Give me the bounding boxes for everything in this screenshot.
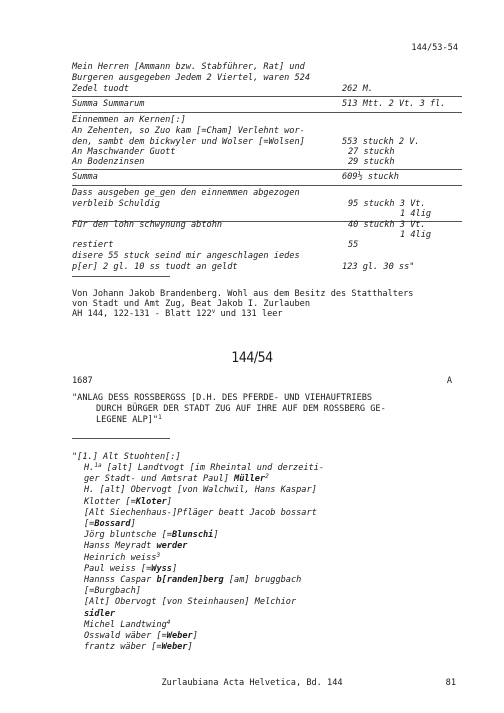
row-amount: 553 stuckh 2 V.	[342, 137, 420, 147]
row-divider	[72, 112, 462, 113]
row-text: Einnemmen an Kernen[:]	[72, 115, 186, 125]
list-item	[84, 586, 141, 596]
row-amount: 513 Mtt. 2 Vt. 3 fl.	[342, 99, 446, 109]
page-number: 81	[445, 678, 456, 688]
row-amount: 40 stuckh 3 Vt.	[348, 220, 426, 230]
list-heading: "[1.] Alt Stuohten[:]	[72, 452, 181, 462]
list-item-text: Michel Landtwing	[84, 620, 167, 630]
title-line-text: LEGENE ALP]"	[96, 415, 159, 425]
surname: Blunschi	[171, 530, 214, 540]
surname: b[randen]berg	[156, 575, 224, 585]
journal-footer: Zurlaubiana Acta Helvetica, Bd. 144	[161, 678, 343, 688]
row-divider	[72, 169, 462, 170]
list-item	[84, 463, 324, 473]
footnote-ref: 1a	[94, 462, 102, 469]
surname: Weber	[166, 631, 193, 641]
title-line: DURCH BÜRGER DER STADT ZUG AUF IHRE AUF DEM ROSSBERG GE-	[96, 404, 386, 414]
surname: Kloter	[135, 497, 167, 507]
row-amount: 1 4lig	[400, 230, 432, 240]
list-item-text: ]	[166, 497, 172, 507]
list-item	[84, 609, 115, 619]
surname: Bossard	[94, 519, 131, 529]
row-text: Für den lohn schwynung abtohn	[72, 220, 223, 230]
list-item	[84, 564, 177, 574]
document-number: 144/54	[231, 350, 273, 366]
row-amount: 55	[348, 240, 359, 250]
footnote-ref: 2	[265, 473, 269, 480]
list-item	[84, 553, 160, 563]
list-item-text: Hanss Meyradt	[84, 541, 157, 551]
verso-mark: v	[211, 308, 216, 315]
row-amount: 29 stuckh	[348, 157, 395, 167]
list-item-text: H. [alt] Obervogt [von Walchwil, Hans Kaspar]	[84, 485, 317, 495]
archive-ref-tail: und 131 leer	[215, 309, 283, 319]
list-item-text: [=Burgbach]	[84, 586, 141, 596]
list-item-text: ]	[213, 530, 219, 540]
source-line: von Stadt und Amt Zug, Beat Jakob I. Zurlauben	[72, 299, 310, 309]
row-text: Mein Herren [Ammann bzw. Stabführer, Rat] und	[72, 62, 305, 72]
row-text: An Zehenten, so Zuo kam [=Cham] Verlehnt wor-	[72, 126, 305, 136]
separator-rule	[72, 438, 170, 439]
row-text: Summa	[72, 172, 98, 182]
list-item-text: Jörg bluntsche [=	[84, 530, 172, 540]
list-item-text: Klotter [=	[84, 497, 136, 507]
page-reference: 144/53-54	[411, 43, 458, 53]
row-divider	[72, 96, 462, 97]
row-amount: 1 4lig	[400, 209, 432, 219]
footnote-ref: 1	[158, 414, 162, 421]
list-item-text: ]	[187, 642, 193, 652]
footnote-ref: 3	[156, 552, 161, 559]
list-item	[84, 620, 170, 630]
title-line: "ANLAG DESS ROSSBERGSS [D.H. DES PFERDE- UND VIEHAUFTRIEBS	[72, 393, 373, 403]
surname: werder	[156, 541, 188, 551]
list-item-text: H.	[84, 463, 95, 473]
list-item	[84, 508, 317, 518]
list-item	[84, 631, 198, 641]
surname: Müller	[234, 474, 266, 484]
list-item-text: ]	[171, 564, 178, 574]
row-text: disere 55 stuck seind mir angeschlagen iedes	[72, 251, 300, 261]
row-text: An Bodenzinsen	[72, 157, 145, 167]
list-item	[84, 497, 172, 507]
footnote-separator	[72, 276, 170, 277]
list-item-text: [Alt Siechenhaus-]Pfläger beatt Jacob bossart	[84, 508, 317, 518]
row-text: p[er] 2 gl. 10 ss tuodt an geldt	[72, 262, 238, 272]
list-item	[84, 485, 317, 495]
document-year: 1687	[72, 376, 93, 386]
row-text: restiert	[72, 240, 114, 250]
list-item	[84, 575, 301, 585]
source-line: Von Johann Jakob Brandenberg. Wohl aus dem Besitz des Statthalters	[72, 289, 414, 299]
row-text: den, sambt dem bickwyler und Wolser [=Wolsen]	[72, 137, 305, 147]
list-item-text: Hannss Caspar	[84, 575, 157, 585]
title-line	[96, 415, 162, 425]
list-item-text: frantz wäber [=	[84, 642, 162, 652]
row-amount: 609½ stuckh	[342, 172, 399, 182]
row-amount: 95 stuckh 3 Vt.	[348, 199, 426, 209]
list-item-text: Paul weiss [=	[84, 564, 152, 574]
list-item	[84, 541, 187, 551]
row-text: An Maschwander Guott	[72, 147, 176, 157]
surname: sidler	[84, 609, 116, 619]
list-item-text: [=	[84, 519, 95, 529]
list-item-text: Heinrich weiss	[84, 553, 157, 563]
list-item-text: [alt] Landtvogt [im Rheintal und derzeiti-	[101, 463, 325, 473]
row-amount: 123 gl. 30 ss"	[342, 262, 415, 272]
row-text: verbleib Schuldig	[72, 199, 160, 209]
document-letter: A	[446, 376, 452, 386]
list-item	[84, 474, 269, 484]
list-item-text: [am] bruggbach	[223, 575, 302, 585]
list-item	[84, 642, 193, 652]
list-item-text: Osswald wäber [=	[84, 631, 167, 641]
surname: Weber	[161, 642, 188, 652]
list-item	[84, 597, 296, 607]
row-divider	[72, 185, 462, 186]
row-text: Summa Summarum	[72, 99, 145, 109]
list-item-text: ]	[192, 631, 198, 641]
source-line	[72, 309, 283, 319]
row-amount: 27 stuckh	[348, 147, 395, 157]
list-item-text: ]	[130, 519, 136, 529]
archive-ref: AH 144, 122-131 - Blatt 122	[72, 309, 212, 319]
list-item	[84, 530, 219, 540]
row-text: Burgeren ausgegeben Jedem 2 Viertel, waren 524	[72, 73, 310, 83]
row-text: Zedel tuodt	[72, 84, 129, 94]
list-item-text: ger Stadt- und Amtsrat Paul]	[84, 474, 235, 484]
row-amount: 262 M.	[342, 84, 374, 94]
list-item	[84, 519, 136, 529]
list-item-text: [Alt] Obervogt [von Steinhausen] Melchior	[84, 597, 297, 607]
surname: Wyss	[151, 564, 172, 574]
row-text: Dass ausgeben ge̲gen den einnemmen abgezogen	[72, 188, 300, 198]
footnote-ref: 4	[166, 619, 171, 626]
